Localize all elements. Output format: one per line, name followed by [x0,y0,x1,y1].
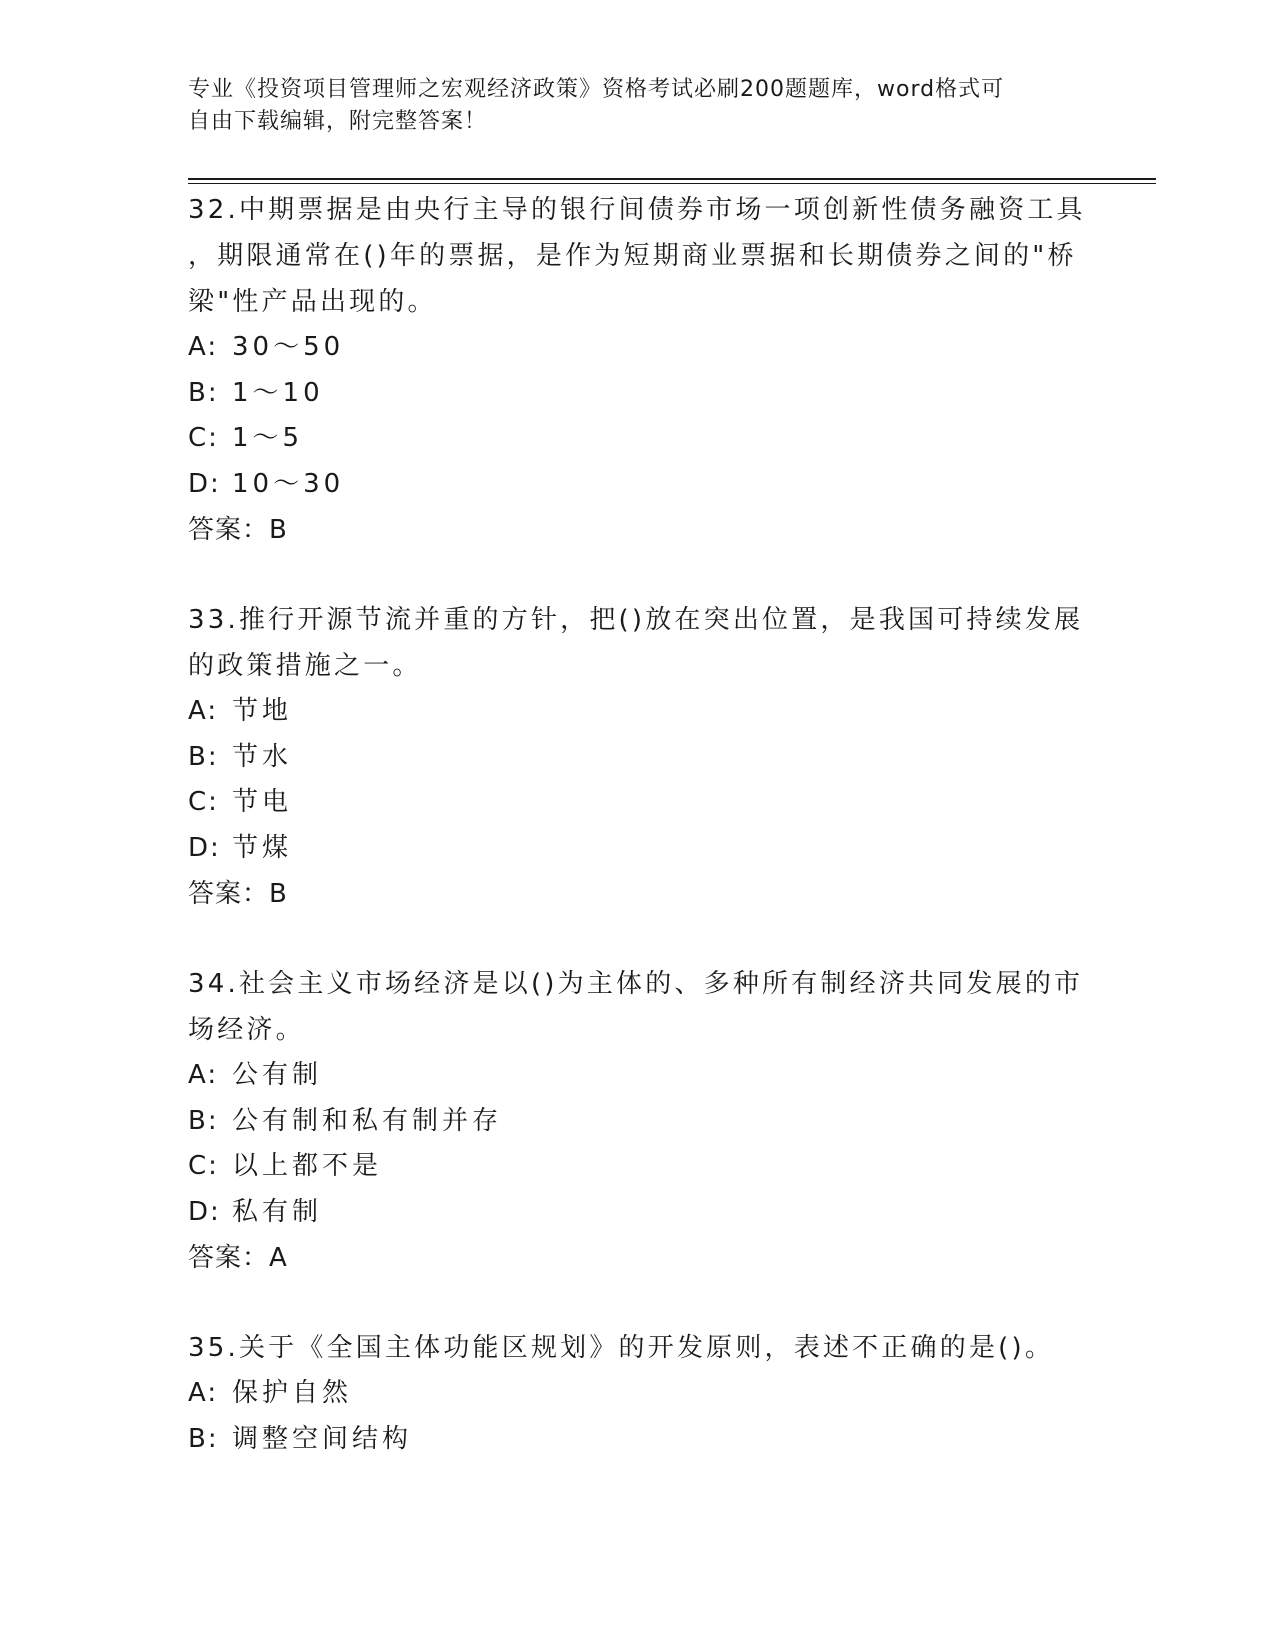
option-letter: C: [188,787,219,817]
option-text: 1～5 [232,423,304,453]
option-text: 公有制和私有制并存 [232,1105,503,1136]
question-text-line: 35.关于《全国主体功能区规划》的开发原则，表述不正确的是()。 [188,1333,1055,1363]
question-text-line: 的政策措施之一。 [188,651,422,681]
header-line-2: 自由下载编辑，附完整答案！ [188,109,488,134]
option-letter: A: [188,1378,219,1408]
option-b [188,1417,1088,1463]
option-letter: B: [188,377,219,408]
question-text-line: 34.社会主义市场经济是以()为主体的、多种所有制经济共同发展的市 [188,969,1084,999]
question-32 [188,187,1088,553]
option-text: 公有制 [232,1060,323,1090]
option-text: 私有制 [232,1196,323,1227]
option-text: 保护自然 [232,1378,353,1408]
answer-label: 答案：B [188,879,288,909]
question-33 [188,597,1088,917]
option-a [188,1371,1088,1417]
option-text: 节电 [232,787,293,817]
option-b [188,1099,1088,1145]
option-d [188,826,1088,872]
question-34 [188,961,1088,1281]
option-b [188,735,1088,781]
question-text-line: 33.推行开源节流并重的方针，把()放在突出位置，是我国可持续发展 [188,605,1084,635]
answer-label: 答案：A [188,1243,288,1273]
option-letter: D: [188,1196,221,1227]
question-text-line: 场经济。 [188,1015,305,1045]
question-text-line: ，期限通常在()年的票据，是作为短期商业票据和长期债券之间的"桥 [188,241,1077,271]
option-letter: D: [188,832,221,863]
option-letter: C: [188,423,219,453]
question-text-line: 32.中期票据是由央行主导的银行间债券市场一项创新性债务融资工具 [188,195,1086,225]
option-letter: A: [188,332,219,362]
answer-label: 答案：B [188,515,288,545]
option-text: 以上都不是 [232,1151,383,1181]
option-letter: D: [188,468,221,499]
option-text: 10～30 [232,468,345,499]
option-text: 1～10 [232,377,324,408]
header-divider-thick [188,178,1156,180]
option-d [188,1190,1088,1236]
option-letter: B: [188,741,219,772]
option-letter: A: [188,696,219,726]
option-letter: B: [188,1423,219,1454]
question-list [188,187,1088,1506]
option-letter: A: [188,1060,219,1090]
option-text: 节地 [232,696,293,726]
option-a [188,325,1088,371]
option-text: 节煤 [232,832,293,863]
option-text: 30～50 [232,332,345,362]
option-letter: C: [188,1151,219,1181]
header-line-1: 专业《投资项目管理师之宏观经济政策》资格考试必刷200题题库，word格式可 [188,77,1005,102]
option-a [188,689,1088,735]
option-c [188,780,1088,826]
option-text: 调整空间结构 [232,1423,413,1454]
option-letter: B: [188,1105,219,1136]
option-c [188,1144,1088,1190]
header-divider-thin [188,183,1156,184]
option-a [188,1053,1088,1099]
option-text: 节水 [232,741,293,772]
document-header [188,74,1068,138]
option-c [188,416,1088,462]
question-text-line: 梁"性产品出现的。 [188,287,437,317]
question-35 [188,1325,1088,1462]
option-b [188,371,1088,417]
option-d [188,462,1088,508]
